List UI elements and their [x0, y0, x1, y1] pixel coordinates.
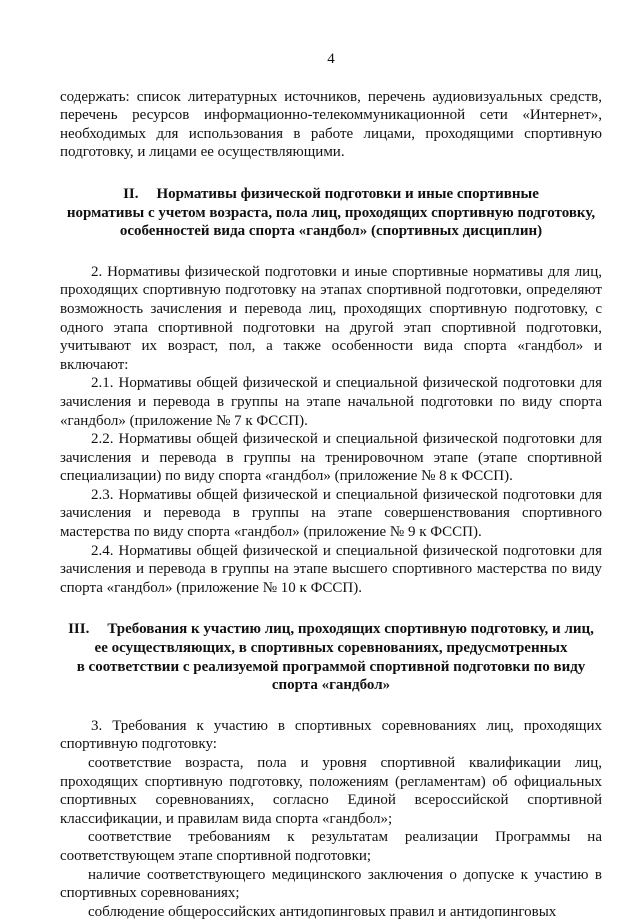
paragraph-2-3: 2.3. Нормативы общей физической и специальной физической подготовки для зачисления и перевода в группы на этапе совершенствования спортивного мастерства по виду спорта «гандбол» (приложение № 9 к ФССП).: [60, 486, 602, 541]
paragraph-2-1: 2.1. Нормативы общей физической и специальной физической подготовки для зачисления и перевода в группы на этапе начальной подготовки по виду спорта «гандбол» (приложение № 7 к ФССП).: [60, 375, 602, 429]
section-2-number: II.: [123, 185, 139, 202]
requirement-item-3: наличие соответствующего медицинского заключения о допуске к участию в спортивных соревнованиях;: [60, 866, 602, 902]
page-number: 4: [327, 51, 335, 67]
section-3-title-line-3: в соответствии с реализуемой программой спортивной подготовки по виду: [76, 658, 586, 675]
section-2-title-line-3: особенностей вида спорта «гандбол» (спортивных дисциплин): [119, 223, 543, 240]
requirement-item-4: соблюдение общероссийских антидопинговых правил и антидопинговых: [88, 903, 557, 920]
paragraph-2-4: 2.4. Нормативы общей физической и специальной физической подготовки для зачисления и перевода в группы на этапе высшего спортивного мастерства по виду спорта «гандбол» (приложение № 10 к ФССП).: [60, 542, 602, 596]
section-3-title-line-2: ее осуществляющих, в спортивных соревнованиях, предусмотренных: [94, 640, 568, 657]
paragraph-2-2: 2.2. Нормативы общей физической и специальной физической подготовки для зачисления и перевода в группы на тренировочном этапе (этапе спортивной специализации) по виду спорта «гандбол» (приложение № 8 к ФССП).: [60, 431, 602, 485]
section-2-title-line-2: нормативы с учетом возраста, пола лиц, проходящих спортивную подготовку,: [66, 204, 596, 221]
requirement-item-1: соответствие возраста, пола и уровня спортивной квалификации лиц, проходящих спортивную подготовку, положениям (регламентам) об официальных спортивных соревнованиях, согласно Единой всероссийской спортивной классификации, и правилам вида спорта «гандбол»;: [60, 755, 602, 827]
paragraph-3: 3. Требования к участию в спортивных соревнованиях лиц, проходящих спортивную подготовку:: [60, 717, 602, 753]
section-2-heading: [60, 185, 602, 241]
paragraph-2: 2. Нормативы физической подготовки и иные спортивные нормативы для лиц, проходящих спортивную подготовку на этапах спортивной подготовки, определяют возможность зачисления и перевода лиц, проходящих спортивную подготовку, с одного этапа спортивной подготовки на другой этап спортивной подготовки, учитывают их возраст, пол, а также особенности вида спорта «гандбол» и включают:: [60, 263, 602, 373]
section-3-title-line-1: III. Требования к участию лиц, проходящих спортивную подготовку, и лиц,: [68, 621, 594, 638]
intro-paragraph: содержать: список литературных источников, перечень аудиовизуальных средств, перечень ресурсов информационно-телекоммуникационной сети «Интернет», необходимых для использования в работе лицами, проходящими спортивную подготовку, и лицами ее осуществляющими.: [60, 88, 602, 161]
section-3-title-line-4: спорта «гандбол»: [271, 677, 391, 694]
section-2-title-line-1: II. Нормативы физической подготовки и иные спортивные: [123, 185, 539, 202]
requirement-item-2: соответствие требованиям к результатам реализации Программы на соответствующем этапе спортивной подготовки;: [60, 829, 602, 864]
section-3-number: III.: [68, 621, 90, 638]
section-3-heading: [60, 620, 602, 694]
